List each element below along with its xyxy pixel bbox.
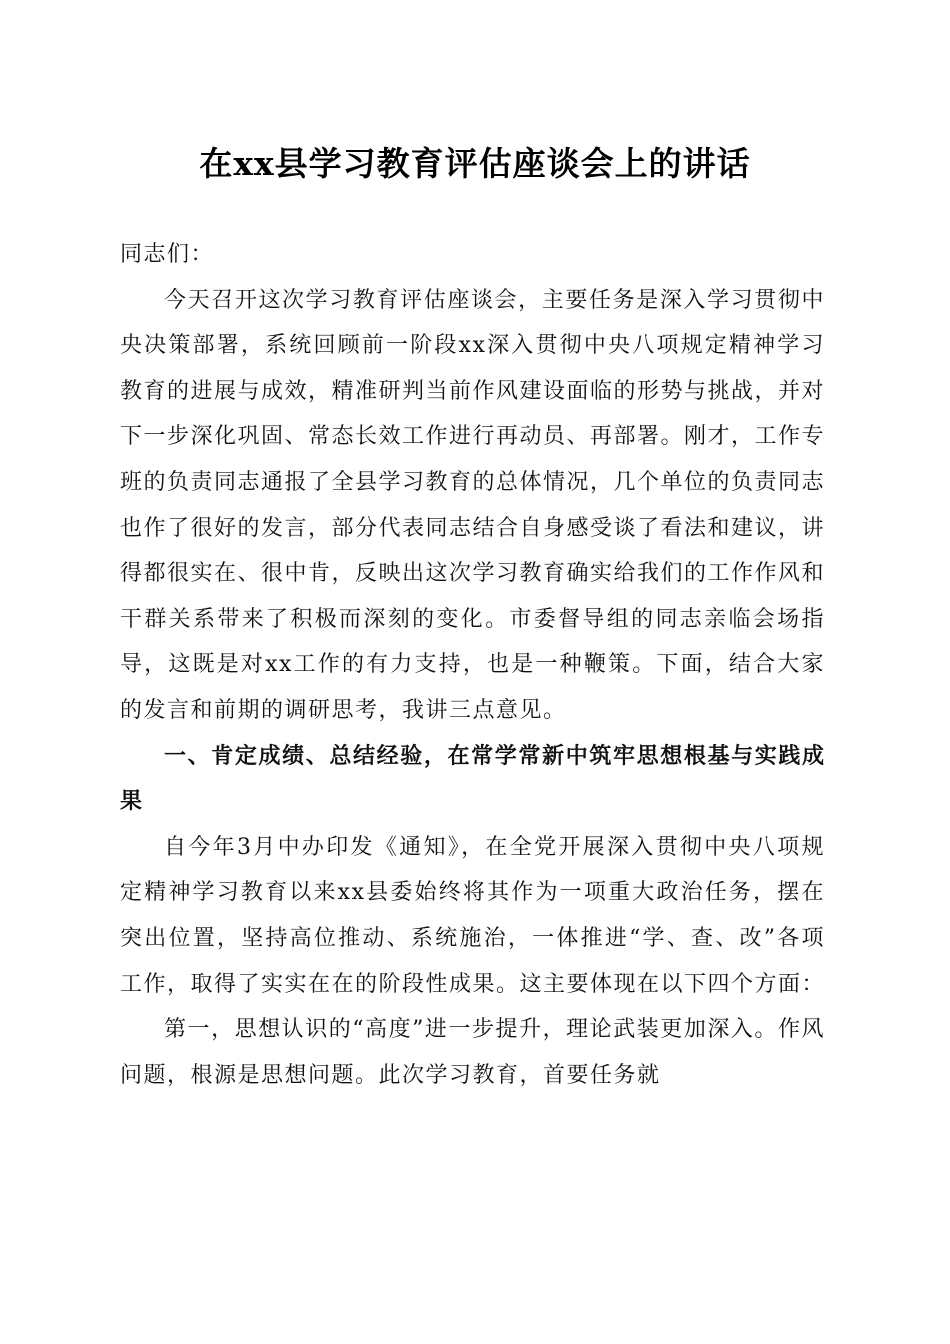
section-heading-1: 一、肯定成绩、总结经验，在常学常新中筑牢思想根基与实践成果 (120, 743, 825, 815)
document-title: 在xx县学习教育评估座谈会上的讲话 (199, 144, 751, 183)
paragraph-first-point: 第一，思想认识的“高度”进一步提升，理论武装更加深入。作风问题，根源是思想问题。此次学习教育，首要任务就 (120, 1017, 825, 1088)
salutation: 同志们： (120, 242, 215, 267)
document-body (120, 232, 825, 1098)
paragraph-opening: 今天召开这次学习教育评估座谈会，主要任务是深入学习贯彻中央决策部署，系统回顾前一阶段xx深入贯彻中央八项规定精神学习教育的进展与成效，精准研判当前作风建设面临的形势与挑战，并对下一步深化巩固、常态长效工作进行再动员、再部署。刚才，工作专班的负责同志通报了全县学习教育的总体情况，几个单位的负责同志也作了很好的发言，部分代表同志结合自身感受谈了看法和建议，讲得都很实在、很中肯，反映出这次学习教育确实给我们的工作作风和干群关系带来了积极而深刻的变化。市委督导组的同志亲临会场指导，这既是对xx工作的有力支持，也是一种鞭策。下面，结合大家的发言和前期的调研思考，我讲三点意见。 (120, 287, 826, 723)
paragraph-achievements: 自今年3月中办印发《通知》，在全党开展深入贯彻中央八项规定精神学习教育以来xx县委始终将其作为一项重大政治任务，摆在突出位置，坚持高位推动、系统施治，一体推进“学、查、改”各项工作，取得了实实在在的阶段性成果。这主要体现在以下四个方面： (120, 834, 826, 997)
